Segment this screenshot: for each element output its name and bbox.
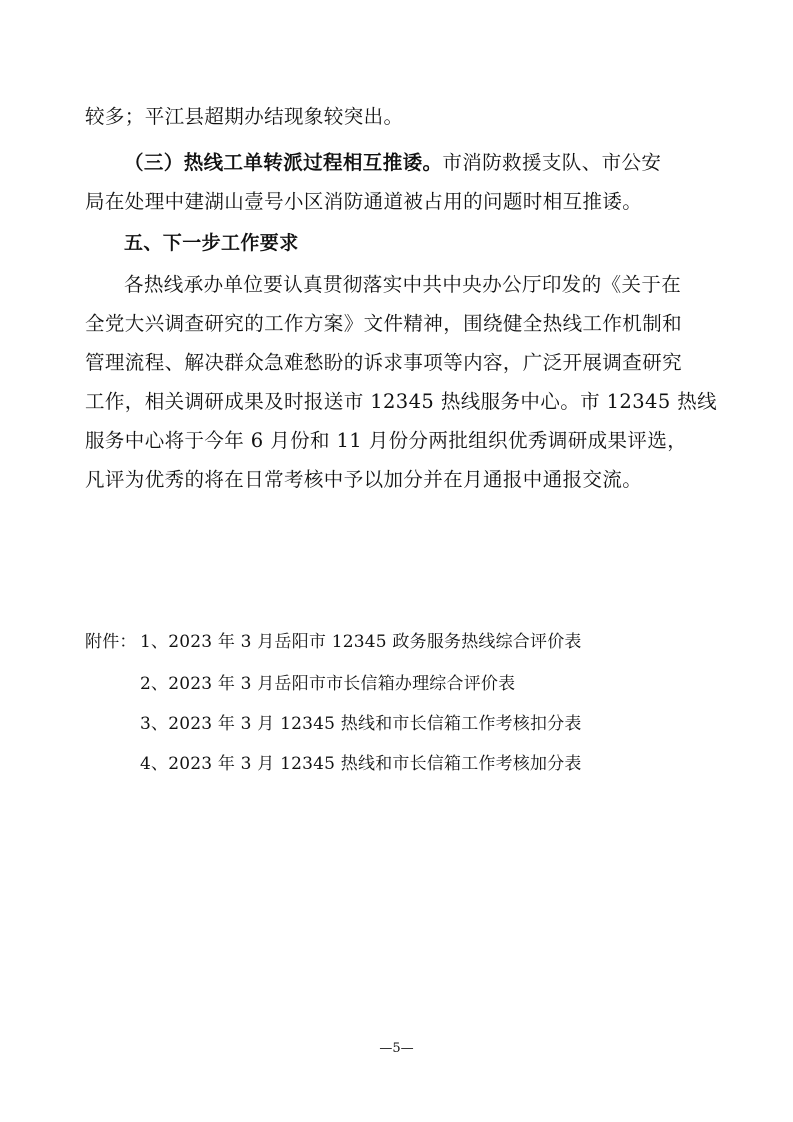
paragraph-line: 管理流程、解决群众急难愁盼的诉求事项等内容，广泛开展调查研究 — [85, 351, 683, 374]
section-heading: 五、下一步工作要求 — [124, 232, 299, 254]
paragraph-line: 较多；平江县超期办结现象较突出。 — [85, 105, 404, 128]
paragraph-line: 服务中心将于今年 6 月份和 11 月份分两批组织优秀调研成果评选， — [85, 429, 688, 452]
subheading-bold: （三）热线工单转派过程相互推诿。 — [124, 151, 443, 174]
attachment-item: 3、2023 年 3 月 12345 热线和市长信箱工作考核扣分表 — [140, 714, 582, 734]
paragraph-line: 工作，相关调研成果及时报送市 12345 热线服务中心。市 12345 热线 — [85, 390, 718, 413]
paragraph-line — [124, 149, 661, 177]
attachment-item: 1、2023 年 3 月岳阳市 12345 政务服务热线综合评价表 — [140, 632, 582, 652]
page-number: —5— — [379, 1041, 414, 1056]
paragraph-line: 局在处理中建湖山壹号小区消防通道被占用的问题时相互推诿。 — [85, 190, 643, 213]
paragraph-line: 全党大兴调查研究的工作方案》文件精神，围绕健全热线工作机制和 — [85, 312, 683, 335]
paragraph-text: 市消防救援支队、市公安 — [442, 151, 662, 174]
attachment-item: 4、2023 年 3 月 12345 热线和市长信箱工作考核加分表 — [140, 754, 582, 774]
attachment-item: 2、2023 年 3 月岳阳市市长信箱办理综合评价表 — [140, 674, 516, 694]
attachment-label: 附件： — [85, 632, 137, 652]
paragraph-line: 各热线承办单位要认真贯彻落实中共中央办公厅印发的《关于在 — [124, 273, 682, 296]
paragraph-line: 凡评为优秀的将在日常考核中予以加分并在月通报中通报交流。 — [85, 468, 643, 491]
